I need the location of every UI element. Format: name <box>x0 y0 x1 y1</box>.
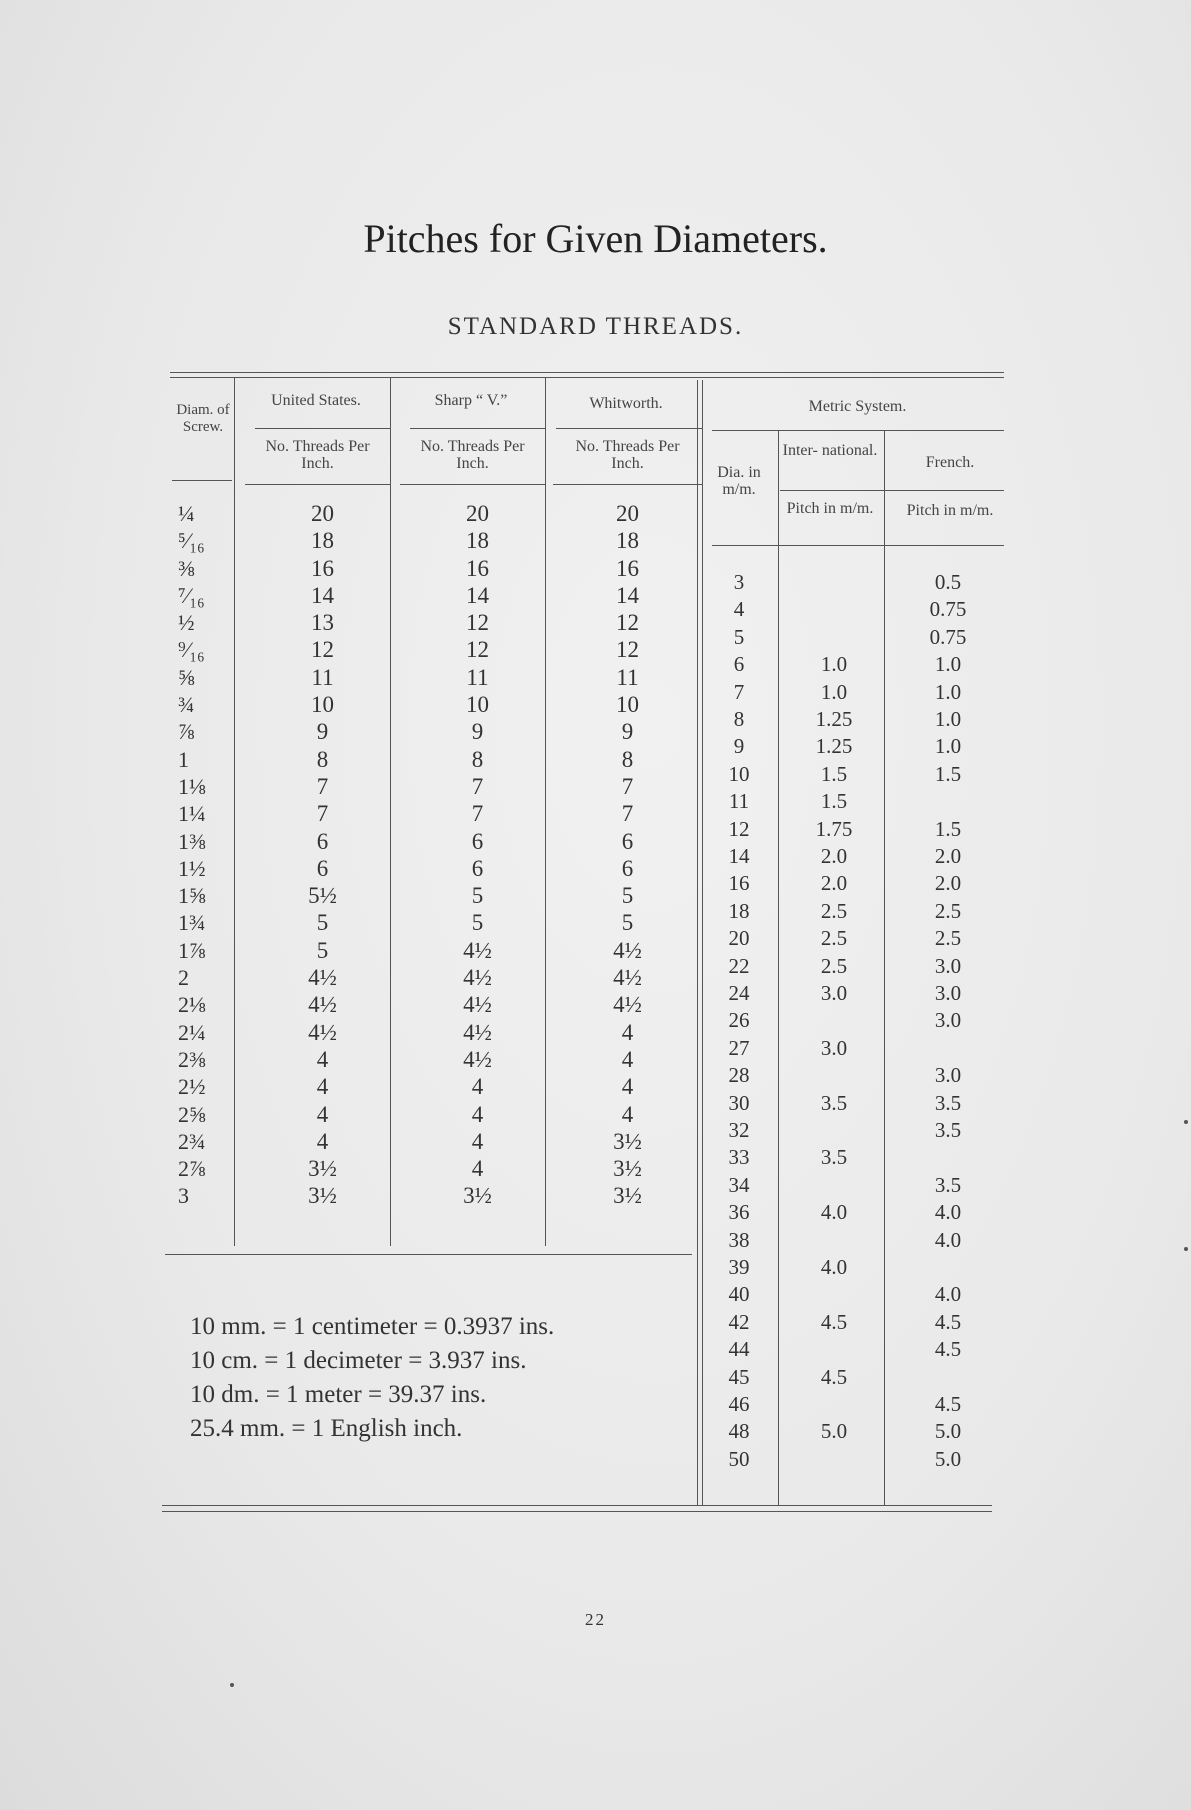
table-cell: 5 <box>621 883 634 909</box>
table-cell: 8 <box>316 746 329 772</box>
table-cell: 4 <box>471 1128 484 1154</box>
metric-intl-cell: 4.5 <box>820 1364 848 1389</box>
table-cell: 6 <box>471 855 484 881</box>
metric-dia-cell: 50 <box>728 1446 750 1471</box>
table-cell: 12 <box>616 610 639 636</box>
table-cell: ¾ <box>178 692 195 718</box>
metric-dia-cell: 14 <box>728 844 750 868</box>
metric-dia-cell: 38 <box>728 1227 750 1252</box>
metric-french-cell: 3.0 <box>934 981 962 1005</box>
header-french: French. <box>925 454 975 471</box>
metric-dia-cell: 27 <box>728 1035 750 1060</box>
table-cell: 1⅝ <box>178 883 206 909</box>
header-french-pitch: Pitch in m/m. <box>906 502 994 519</box>
metric-french-cell: 4.0 <box>934 1282 962 1307</box>
metric-dia-cell: 45 <box>728 1364 750 1389</box>
metric-intl-cell: 1.5 <box>820 761 848 786</box>
table-cell: 3½ <box>613 1128 642 1154</box>
table-cell: 16 <box>616 555 639 581</box>
metric-intl-cell: 2.5 <box>820 898 848 923</box>
table-cell: 13 <box>311 610 334 636</box>
metric-french-cell: 4.5 <box>934 1309 962 1334</box>
table-cell: 11 <box>311 664 334 690</box>
table-cell: 9 <box>621 719 634 745</box>
table-cell: 4½ <box>308 1019 337 1045</box>
table-cell: 3½ <box>308 1183 337 1209</box>
table-cell: 12 <box>616 637 639 663</box>
metric-dia-cell: 46 <box>728 1392 750 1416</box>
diameter-column <box>178 500 228 1210</box>
table-cell: 6 <box>621 855 634 881</box>
metric-dia-cell: 42 <box>728 1309 750 1334</box>
table-cell: 8 <box>621 746 634 772</box>
conversion-line: 10 mm. = 1 centimeter = 0.3937 ins. <box>190 1313 555 1340</box>
table-cell: 5 <box>471 910 484 936</box>
table-cell: ⅞ <box>178 719 195 745</box>
metric-intl-cell: 3.0 <box>820 1035 848 1060</box>
speck <box>1184 1120 1188 1124</box>
table-cell: 12 <box>466 610 489 636</box>
table-cell: 7 <box>471 773 484 799</box>
table-cell: 4½ <box>308 992 337 1018</box>
metric-dia-cell: 30 <box>728 1090 750 1115</box>
metric-dia-cell: 24 <box>728 981 750 1005</box>
metric-intl-cell: 4.5 <box>820 1309 848 1334</box>
table-cell: 4½ <box>463 937 492 963</box>
table-cell: 6 <box>316 855 329 881</box>
rule-sharp-sub <box>400 484 545 485</box>
vrule-us <box>390 378 391 1246</box>
header-whit-threads: No. Threads Per Inch. <box>575 438 680 472</box>
table-cell: 4 <box>621 1019 634 1045</box>
table-cell: 5 <box>621 910 634 936</box>
table-cell: 4 <box>471 1156 484 1182</box>
table-cell: 1½ <box>178 855 206 881</box>
table-cell: 16 <box>466 555 489 581</box>
vrule-intl <box>884 430 885 1505</box>
conversion-notes <box>190 1310 554 1446</box>
sharp-v-threads-column <box>415 500 540 1210</box>
table-cell: 3½ <box>308 1156 337 1182</box>
table-cell: 3½ <box>613 1156 642 1182</box>
metric-dia-cell: 7 <box>733 679 745 704</box>
table-cell: 4½ <box>613 992 642 1018</box>
table-cell: 4 <box>471 1101 484 1127</box>
metric-french-cell: 3.0 <box>934 1008 962 1033</box>
metric-french-cell: 4.5 <box>934 1337 962 1362</box>
speck <box>230 1683 234 1687</box>
metric-intl-cell: 5.0 <box>820 1419 848 1444</box>
table-cell: 4½ <box>463 1019 492 1045</box>
table-cell: 4½ <box>463 992 492 1018</box>
rule-whit-header <box>556 428 702 429</box>
rule-metric-header <box>712 430 1004 431</box>
table-cell: 18 <box>311 528 334 554</box>
table-cell: 4 <box>316 1046 329 1072</box>
table-cell: ⅝ <box>178 664 195 690</box>
table-cell: 4 <box>471 1074 484 1100</box>
metric-dia-cell: 33 <box>728 1145 750 1170</box>
metric-intl-cell: 1.5 <box>820 789 848 814</box>
metric-french-cell: 5.0 <box>934 1419 962 1444</box>
rule-us-header <box>255 428 390 429</box>
header-metric: Metric System. <box>808 398 907 415</box>
table-cell: 1¾ <box>178 910 206 936</box>
table-cell: 7 <box>621 801 634 827</box>
metric-french-cell: 3.5 <box>934 1172 962 1197</box>
conversion-line: 10 dm. = 1 meter = 39.37 ins. <box>190 1381 487 1408</box>
rule-sharp-header <box>410 428 545 429</box>
metric-french-cell: 2.0 <box>934 871 962 896</box>
metric-intl-cell: 1.75 <box>815 816 853 841</box>
table-cell: 1⅜ <box>178 828 206 854</box>
metric-dia-cell: 26 <box>728 1008 750 1033</box>
table-cell: 14 <box>616 582 639 608</box>
metric-dia-cell: 32 <box>728 1118 750 1142</box>
table-cell: 4½ <box>463 965 492 991</box>
rule-us-sub <box>245 484 390 485</box>
metric-french-cell: 1.0 <box>934 734 962 759</box>
rule-metric-sub <box>780 490 1004 491</box>
metric-intl-cell: 4.0 <box>820 1255 848 1279</box>
table-cell: 10 <box>616 692 639 718</box>
page-subtitle: STANDARD THREADS. <box>447 313 744 340</box>
table-cell: 12 <box>311 637 334 663</box>
table-cell: 16 <box>311 555 334 581</box>
metric-french-cell: 1.0 <box>934 652 962 677</box>
metric-french-cell: 2.0 <box>934 844 962 868</box>
table-cell: 14 <box>466 582 489 608</box>
rule-inch-table-bottom <box>165 1254 692 1255</box>
header-whitworth: Whitworth. <box>589 395 663 412</box>
metric-dia-cell: 20 <box>728 926 750 951</box>
table-cell: 18 <box>466 528 489 554</box>
metric-french-cell: 3.0 <box>934 953 962 978</box>
vrule-diam <box>234 378 235 1246</box>
table-cell: 14 <box>311 582 334 608</box>
metric-french-cell: 3.5 <box>934 1118 962 1142</box>
metric-french-cell: 1.0 <box>934 679 962 704</box>
table-cell: 3½ <box>463 1183 492 1209</box>
vrule-dia-mm <box>778 430 779 1505</box>
table-cell: 7 <box>316 801 329 827</box>
table-cell: 20 <box>311 501 334 526</box>
whitworth-threads-column <box>565 500 690 1210</box>
table-cell: 2 <box>178 965 189 991</box>
vrule-metric-b <box>702 380 703 1505</box>
table-cell: 1 <box>178 746 189 772</box>
table-cell: 1⅞ <box>178 937 206 963</box>
metric-dia-cell: 10 <box>728 761 750 786</box>
table-cell: 7 <box>316 773 329 799</box>
metric-dia-cell: 22 <box>728 953 750 978</box>
table-cell: 4 <box>316 1101 329 1127</box>
table-cell: 1¼ <box>178 801 206 827</box>
metric-french-cell: 3.5 <box>934 1090 962 1115</box>
speck <box>1184 1247 1188 1251</box>
table-cell: 2¾ <box>178 1128 206 1154</box>
vrule-sharp <box>545 378 546 1246</box>
table-cell: 12 <box>466 637 489 663</box>
table-top-rule-2 <box>170 377 1004 378</box>
metric-dia-cell: 18 <box>728 898 750 923</box>
metric-dia-cell: 11 <box>728 789 750 814</box>
metric-french-cell: 4.0 <box>934 1200 962 1225</box>
table-cell: 4 <box>621 1074 634 1100</box>
metric-intl-cell: 3.0 <box>820 981 848 1005</box>
table-cell: 6 <box>621 828 634 854</box>
table-cell: 4½ <box>463 1046 492 1072</box>
table-cell: 4 <box>316 1074 329 1100</box>
table-cell: 5 <box>316 910 329 936</box>
metric-intl-cell: 2.5 <box>820 953 848 978</box>
table-cell: 4 <box>621 1046 634 1072</box>
table-cell: 11 <box>466 664 489 690</box>
table-cell: 10 <box>311 692 334 718</box>
metric-french-cell: 0.5 <box>934 570 962 594</box>
table-cell: 9 <box>471 719 484 745</box>
table-cell: 2½ <box>178 1074 206 1100</box>
vrule-metric-a <box>697 380 698 1505</box>
header-sharp-threads: No. Threads Per Inch. <box>420 438 525 472</box>
table-cell: 4½ <box>308 965 337 991</box>
metric-intl-cell: 1.25 <box>815 707 853 731</box>
header-diam: Diam. of Screw. <box>176 402 230 435</box>
table-cell: 5 <box>471 883 484 909</box>
table-cell: 4½ <box>613 965 642 991</box>
table-cell: 6 <box>471 828 484 854</box>
metric-dia-cell: 40 <box>728 1282 750 1307</box>
header-dia-mm: Dia. in m/m. <box>717 464 761 498</box>
header-international: Inter- national. <box>782 442 878 459</box>
rule-whit-sub <box>553 484 702 485</box>
table-cell: ⅜ <box>178 555 195 581</box>
metric-dia-cell: 34 <box>728 1172 750 1197</box>
table-cell: 2⅛ <box>178 992 206 1018</box>
metric-french-cell: 1.5 <box>934 761 962 786</box>
header-us-threads: No. Threads Per Inch. <box>265 438 370 472</box>
table-cell: ¼ <box>178 501 195 526</box>
table-cell: 3½ <box>613 1183 642 1209</box>
table-cell: ½ <box>178 610 195 636</box>
table-cell: 20 <box>616 501 639 526</box>
table-cell: 2⅞ <box>178 1156 206 1182</box>
table-cell: 18 <box>616 528 639 554</box>
table-cell: 3 <box>178 1183 189 1209</box>
table-cell: 4½ <box>613 937 642 963</box>
table-cell: ⁷⁄₁₆ <box>178 582 205 608</box>
table-cell: 7 <box>621 773 634 799</box>
table-cell: 9 <box>316 719 329 745</box>
metric-intl-cell: 1.0 <box>820 652 848 677</box>
metric-french-cell: 3.0 <box>934 1063 962 1088</box>
metric-french-cell: 4.5 <box>934 1392 962 1416</box>
metric-intl-cell: 2.0 <box>820 844 848 868</box>
table-cell: 4 <box>621 1101 634 1127</box>
metric-dia-cell: 6 <box>733 652 745 677</box>
metric-intl-cell: 3.5 <box>820 1145 848 1170</box>
header-us: United States. <box>271 392 361 409</box>
metric-french-cell: 4.0 <box>934 1227 962 1252</box>
table-cell: 6 <box>316 828 329 854</box>
us-threads-column <box>260 500 385 1210</box>
metric-dia-cell: 28 <box>728 1063 750 1088</box>
table-cell: 5 <box>316 937 329 963</box>
metric-dia-cell: 48 <box>728 1419 750 1444</box>
metric-dia-cell: 44 <box>728 1337 750 1362</box>
table-cell: 2⅜ <box>178 1046 206 1072</box>
metric-intl-cell: 1.25 <box>815 734 853 759</box>
page-title: Pitches for Given Diameters. <box>363 216 828 261</box>
table-cell: 7 <box>471 801 484 827</box>
table-cell: 8 <box>471 746 484 772</box>
metric-intl-cell: 1.0 <box>820 679 848 704</box>
table-top-rule <box>170 372 1004 373</box>
metric-intl-cell: 2.5 <box>820 926 848 951</box>
table-cell: 20 <box>466 501 489 526</box>
table-cell: 2⅝ <box>178 1101 206 1127</box>
metric-french-cell: 2.5 <box>934 898 962 923</box>
page-number: 22 <box>585 1610 606 1629</box>
metric-dia-cell: 5 <box>733 624 745 649</box>
conversion-line: 10 cm. = 1 decimeter = 3.937 ins. <box>190 1347 527 1374</box>
metric-dia-cell: 39 <box>728 1255 750 1279</box>
table-bottom-rule-2 <box>162 1511 992 1512</box>
table-cell: 11 <box>616 664 639 690</box>
metric-dia-cell: 3 <box>733 570 745 594</box>
table-bottom-rule <box>162 1505 992 1506</box>
table-cell: 1⅛ <box>178 773 206 799</box>
metric-french-cell: 1.0 <box>934 707 962 731</box>
conversion-line: 25.4 mm. = 1 English inch. <box>190 1415 463 1442</box>
metric-dia-cell: 9 <box>733 734 745 759</box>
metric-french-cell: 0.75 <box>929 624 967 649</box>
metric-intl-cell: 3.5 <box>820 1090 848 1115</box>
table-cell: 4 <box>316 1128 329 1154</box>
table-cell: ⁵⁄₁₆ <box>178 528 205 554</box>
metric-intl-cell: 2.0 <box>820 871 848 896</box>
metric-french-cell: 1.5 <box>934 816 962 841</box>
metric-french-cell: 5.0 <box>934 1446 962 1471</box>
metric-dia-cell: 4 <box>733 597 745 622</box>
metric-dia-cell: 16 <box>728 871 750 896</box>
table-cell: 2¼ <box>178 1019 206 1045</box>
rule-diam-header <box>172 480 232 481</box>
metric-french-cell: 0.75 <box>929 597 967 622</box>
metric-dia-cell: 12 <box>728 816 750 841</box>
metric-dia-cell: 36 <box>728 1200 750 1225</box>
table-cell: 5½ <box>308 883 337 909</box>
metric-french-cell: 2.5 <box>934 926 962 951</box>
metric-dia-cell: 8 <box>733 707 745 731</box>
header-sharp-v: Sharp “ V.” <box>434 392 508 409</box>
header-intl-pitch: Pitch in m/m. <box>786 500 874 517</box>
metric-intl-cell: 4.0 <box>820 1200 848 1225</box>
rule-metric-bottom <box>712 545 1004 546</box>
table-cell: ⁹⁄₁₆ <box>178 637 205 663</box>
table-cell: 10 <box>466 692 489 718</box>
